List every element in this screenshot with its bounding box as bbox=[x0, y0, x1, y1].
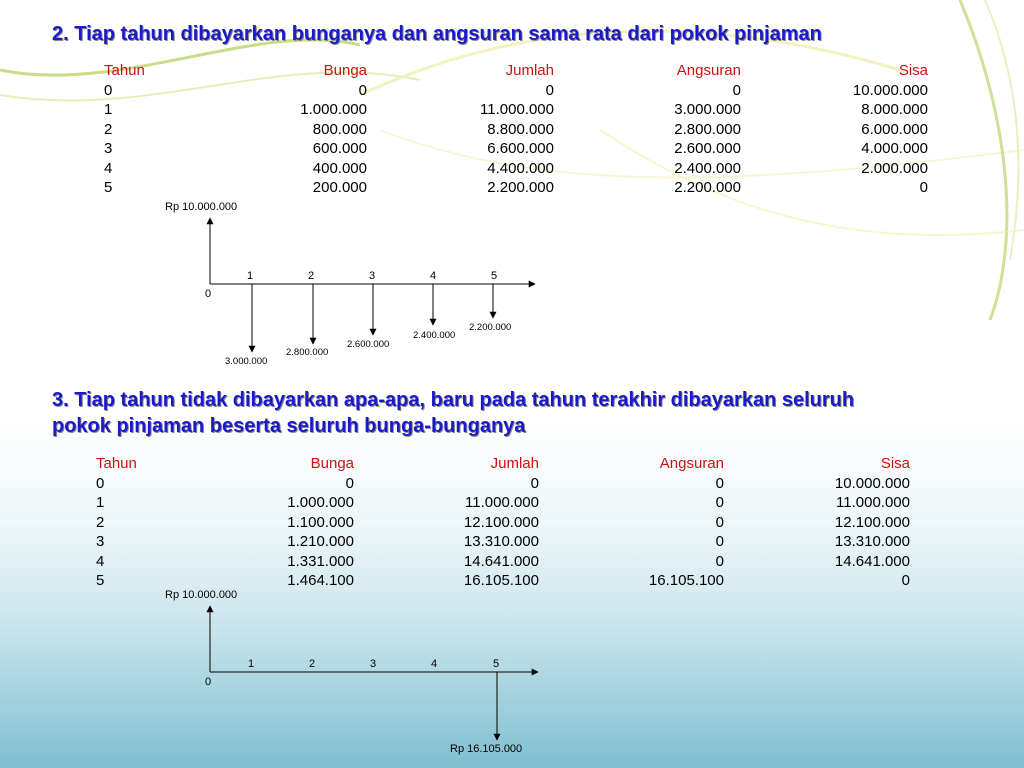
section2-year-label: 5 bbox=[491, 270, 498, 282]
cell-jumlah: 16.105.100 bbox=[463, 572, 539, 589]
cell-jumlah: 4.400.000 bbox=[487, 159, 554, 177]
cell-bunga: 1.464.100 bbox=[287, 572, 354, 589]
cell-sisa: 4.000.000 bbox=[861, 140, 928, 157]
cell-angsuran: 0 bbox=[715, 474, 724, 492]
section3-heading-line1: 3. Tiap tahun tidak dibayarkan apa-apa, baru pada tahun terakhir dibayarkan seluruh bbox=[52, 389, 855, 411]
section2-heading-text: 2. Tiap tahun dibayarkan bunganya dan angsuran sama rata dari pokok pinjaman bbox=[52, 23, 822, 45]
section3-year-label: 2 bbox=[309, 658, 316, 670]
cell-jumlah: 11.000.000 bbox=[465, 494, 539, 511]
cell-angsuran: 2.600.000 bbox=[674, 140, 741, 157]
section2-payment-label: 2.800.000 bbox=[286, 347, 329, 358]
section2-year-label: 2 bbox=[308, 270, 315, 282]
col-header-bunga: Bunga bbox=[323, 62, 367, 79]
cell-bunga: 1.210.000 bbox=[287, 533, 354, 550]
cell-sisa: 6.000.000 bbox=[861, 120, 928, 138]
col-header-angsuran: Angsuran bbox=[676, 62, 741, 79]
cell-jumlah: 13.310.000 bbox=[463, 533, 539, 550]
cell-jumlah: 6.600.000 bbox=[487, 140, 554, 157]
cell-bunga: 1.100.000 bbox=[287, 513, 354, 531]
cell-jumlah: 11.000.000 bbox=[480, 101, 554, 118]
col-header-jumlah: Jumlah bbox=[490, 455, 539, 472]
section3-origin-label: 0 bbox=[205, 676, 212, 688]
cell-angsuran: 2.400.000 bbox=[674, 159, 741, 177]
cell-bunga: 400.000 bbox=[312, 159, 367, 177]
cell-sisa: 10.000.000 bbox=[852, 81, 928, 99]
col-header-tahun: Tahun bbox=[96, 455, 137, 472]
cell-jumlah: 12.100.000 bbox=[463, 513, 539, 531]
section2-year-label: 4 bbox=[430, 270, 437, 282]
cell-tahun: 0 bbox=[96, 474, 105, 492]
cell-jumlah: 0 bbox=[545, 81, 554, 99]
cell-tahun: 2 bbox=[104, 120, 113, 138]
cell-jumlah: 8.800.000 bbox=[487, 120, 554, 138]
cell-tahun: 1 bbox=[104, 101, 113, 118]
cell-bunga: 1.331.000 bbox=[287, 552, 354, 570]
cell-tahun: 4 bbox=[104, 159, 113, 177]
section3-year-label: 5 bbox=[493, 658, 500, 670]
col-header-sisa: Sisa bbox=[898, 62, 928, 79]
cell-sisa: 11.000.000 bbox=[836, 494, 910, 511]
section2-year-label: 1 bbox=[247, 270, 254, 282]
col-header-angsuran: Angsuran bbox=[659, 455, 724, 472]
col-header-jumlah: Jumlah bbox=[505, 62, 554, 79]
cell-bunga: 800.000 bbox=[312, 120, 367, 138]
cell-tahun: 5 bbox=[104, 179, 113, 196]
cell-tahun: 4 bbox=[96, 552, 105, 570]
section3-top-label: Rp 10.000.000 bbox=[165, 589, 238, 601]
cell-sisa: 12.100.000 bbox=[834, 513, 910, 531]
section3-year-label: 1 bbox=[248, 658, 255, 670]
section2-year-label: 3 bbox=[369, 270, 376, 282]
cell-angsuran: 16.105.100 bbox=[648, 572, 724, 589]
cell-jumlah: 14.641.000 bbox=[463, 552, 539, 570]
section2-top-label: Rp 10.000.000 bbox=[165, 201, 238, 213]
cell-angsuran: 2.800.000 bbox=[674, 120, 741, 138]
cell-sisa: 0 bbox=[901, 572, 910, 589]
cell-angsuran: 0 bbox=[715, 513, 724, 531]
section2-payment-label: 2.200.000 bbox=[469, 322, 512, 333]
section3-year-label: 4 bbox=[431, 658, 438, 670]
cell-angsuran: 0 bbox=[715, 533, 724, 550]
cell-bunga: 600.000 bbox=[312, 140, 367, 157]
section3-final-payment-label: Rp 16.105.000 bbox=[450, 743, 523, 755]
cell-sisa: 8.000.000 bbox=[861, 101, 928, 118]
cell-angsuran: 0 bbox=[715, 552, 724, 570]
cell-tahun: 5 bbox=[96, 572, 105, 589]
cell-sisa: 13.310.000 bbox=[834, 533, 910, 550]
cell-bunga: 200.000 bbox=[312, 179, 367, 196]
cell-sisa: 10.000.000 bbox=[834, 474, 910, 492]
cell-tahun: 1 bbox=[96, 494, 105, 511]
cell-tahun: 3 bbox=[96, 533, 105, 550]
section2-origin-label: 0 bbox=[205, 288, 212, 300]
cell-jumlah: 0 bbox=[530, 474, 539, 492]
col-header-bunga: Bunga bbox=[310, 455, 354, 472]
section2-payment-label: 2.400.000 bbox=[413, 330, 456, 341]
cell-angsuran: 2.200.000 bbox=[674, 179, 741, 196]
cell-sisa: 2.000.000 bbox=[861, 159, 928, 177]
cell-sisa: 0 bbox=[919, 179, 928, 196]
cell-sisa: 14.641.000 bbox=[834, 552, 910, 570]
section3-year-label: 3 bbox=[370, 658, 377, 670]
cell-angsuran: 0 bbox=[715, 494, 724, 511]
cell-angsuran: 0 bbox=[732, 81, 741, 99]
cell-bunga: 0 bbox=[358, 81, 367, 99]
cell-jumlah: 2.200.000 bbox=[487, 179, 554, 196]
cell-bunga: 1.000.000 bbox=[287, 494, 354, 511]
col-header-tahun: Tahun bbox=[104, 62, 145, 79]
cell-tahun: 3 bbox=[104, 140, 113, 157]
section3-heading-line2: pokok pinjaman beserta seluruh bunga-bunganya bbox=[52, 415, 526, 437]
cell-tahun: 2 bbox=[96, 513, 105, 531]
section2-payment-label: 2.600.000 bbox=[347, 339, 390, 350]
cell-angsuran: 3.000.000 bbox=[674, 101, 741, 118]
cell-bunga: 1.000.000 bbox=[300, 101, 367, 118]
cell-bunga: 0 bbox=[345, 474, 354, 492]
col-header-sisa: Sisa bbox=[880, 455, 910, 472]
section2-payment-label: 3.000.000 bbox=[225, 356, 268, 367]
cell-tahun: 0 bbox=[104, 81, 113, 99]
